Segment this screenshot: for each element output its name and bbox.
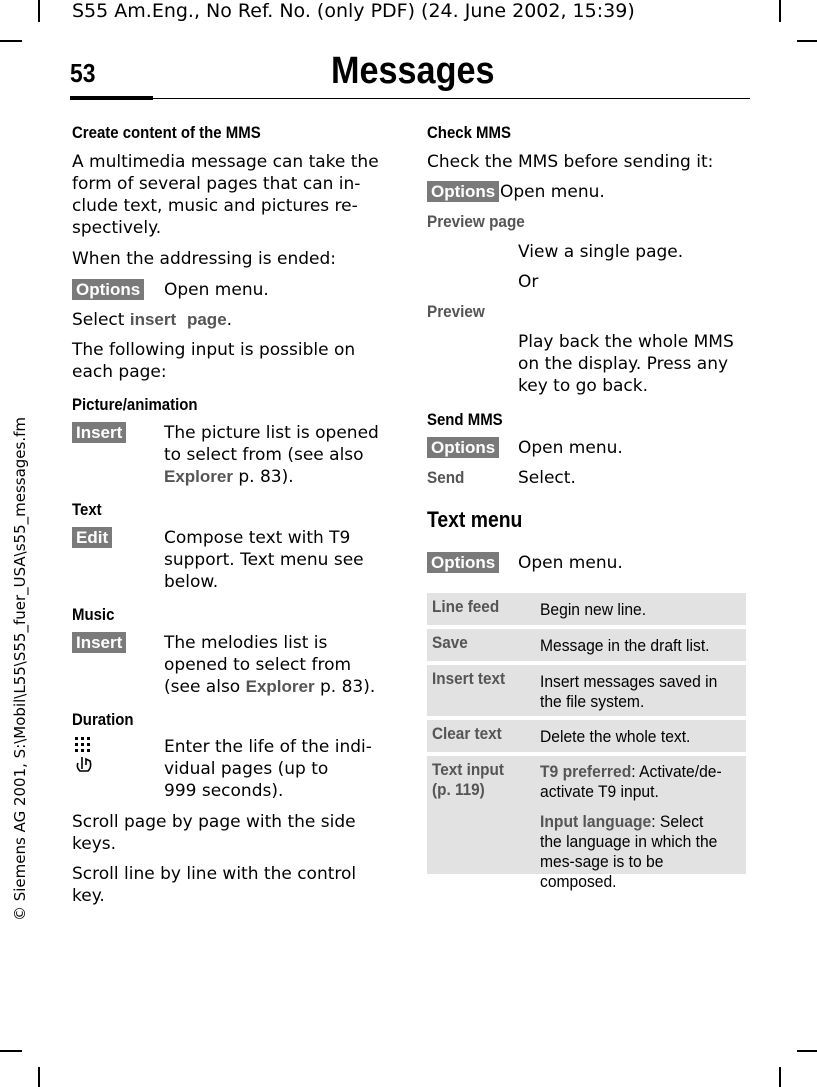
crop-mark <box>38 1067 40 1087</box>
duration-desc: Enter the life of the indi- <box>164 737 372 757</box>
keypad-icon <box>72 735 102 775</box>
table-key: Insert text <box>432 669 506 688</box>
duration-desc: 999 seconds). <box>164 781 284 801</box>
heading-music: Music <box>72 605 115 624</box>
music-desc: (see also Explorer p. 83). <box>164 677 376 697</box>
scroll-line: Scroll line by line with the control <box>72 864 357 884</box>
table-key: Save <box>432 633 468 652</box>
heading-check-mms: Check MMS <box>427 123 511 142</box>
table-row <box>427 756 746 891</box>
scroll-page: keys. <box>72 834 117 854</box>
edit-softkey: Edit <box>72 527 112 548</box>
preview-page-label: Preview page <box>427 212 525 231</box>
picture-desc: to select from (see also <box>164 445 364 465</box>
table-row <box>427 629 746 661</box>
header-rule <box>70 98 750 99</box>
options-softkey: Options <box>427 181 499 202</box>
duration-desc: vidual pages (up to <box>164 759 329 779</box>
table-row <box>427 720 746 752</box>
heading-send-mms: Send MMS <box>427 410 503 429</box>
table-row <box>427 665 746 716</box>
paragraph: each page: <box>72 362 167 382</box>
crop-mark <box>0 1050 22 1052</box>
preview-label: Preview <box>427 302 485 321</box>
paragraph: spectively. <box>72 218 162 238</box>
scroll-page: Scroll page by page with the side <box>72 812 356 832</box>
crop-mark <box>779 0 781 22</box>
open-menu-text: Open menu. <box>164 280 269 300</box>
table-value: Insert messages saved in the file system. <box>540 672 718 711</box>
playback-text: key to go back. <box>518 376 649 396</box>
heading-create-content: Create content of the MMS <box>72 123 261 142</box>
table-value: Delete the whole text. <box>540 727 691 746</box>
crop-mark <box>0 40 22 42</box>
table-key: Text input (p. 119) <box>432 760 504 799</box>
heading-text: Text <box>72 500 102 519</box>
crop-mark <box>797 40 817 42</box>
paragraph: clude text, music and pictures re- <box>72 196 358 216</box>
table-key: Line feed <box>432 597 500 616</box>
music-desc: The melodies list is <box>164 633 328 653</box>
print-header: S55 Am.Eng., No Ref. No. (only PDF) (24. June 2002, 15:39) <box>72 0 635 22</box>
header-rule-accent <box>70 96 153 100</box>
open-menu-text: Open menu. <box>518 438 623 458</box>
playback-text: on the display. Press any <box>518 354 729 374</box>
table-value: Begin new line. <box>540 600 647 619</box>
insert-softkey: Insert <box>72 422 126 443</box>
options-softkey: Options <box>427 552 499 573</box>
check-desc: Check the MMS before sending it: <box>427 152 714 172</box>
paragraph: form of several pages that can in- <box>72 174 361 194</box>
playback-text: Play back the whole MMS <box>518 332 734 352</box>
paragraph: A multimedia message can take the <box>72 152 379 172</box>
sidebar-copyright: © Siemens AG 2001, S:\Mobil\L55\S55_fuer_USA\s55_messages.fm <box>11 416 29 922</box>
text-menu-table <box>427 593 746 891</box>
picture-desc: Explorer p. 83). <box>164 467 294 487</box>
table-key: Clear text <box>432 724 502 743</box>
table-value: T9 preferred: Activate/de-activate T9 input. Input language: Select the language in which the mes-sage is to be composed. <box>540 762 722 891</box>
picture-desc: The picture list is opened <box>164 423 379 443</box>
insert-softkey: Insert <box>72 632 126 653</box>
open-menu-text: Open menu. <box>500 182 605 202</box>
crop-mark <box>797 1050 817 1052</box>
view-single-text: View a single page. <box>518 242 684 262</box>
options-softkey: Options <box>72 279 144 300</box>
or-text: Or <box>518 272 539 292</box>
table-row <box>427 593 746 625</box>
heading-duration: Duration <box>72 710 134 729</box>
crop-mark <box>779 1067 781 1087</box>
heading-picture: Picture/animation <box>72 395 198 414</box>
text-desc: Compose text with T9 <box>164 528 351 548</box>
table-value: Message in the draft list. <box>540 636 710 655</box>
open-menu-text: Open menu. <box>518 553 623 573</box>
select-insert-page: Select insert page. <box>72 310 233 330</box>
heading-text-menu: Text menu <box>427 507 523 532</box>
paragraph: When the addressing is ended: <box>72 249 336 269</box>
paragraph: The following input is possible on <box>72 340 356 360</box>
page-title: Messages <box>331 50 495 92</box>
scroll-line: key. <box>72 886 105 906</box>
select-text: Select. <box>518 468 576 488</box>
music-desc: opened to select from <box>164 655 352 675</box>
options-softkey: Options <box>427 437 499 458</box>
page-number: 53 <box>70 58 96 88</box>
text-desc: support. Text menu see <box>164 550 364 570</box>
text-desc: below. <box>164 572 219 592</box>
send-label: Send <box>427 468 465 487</box>
crop-mark <box>38 0 40 22</box>
